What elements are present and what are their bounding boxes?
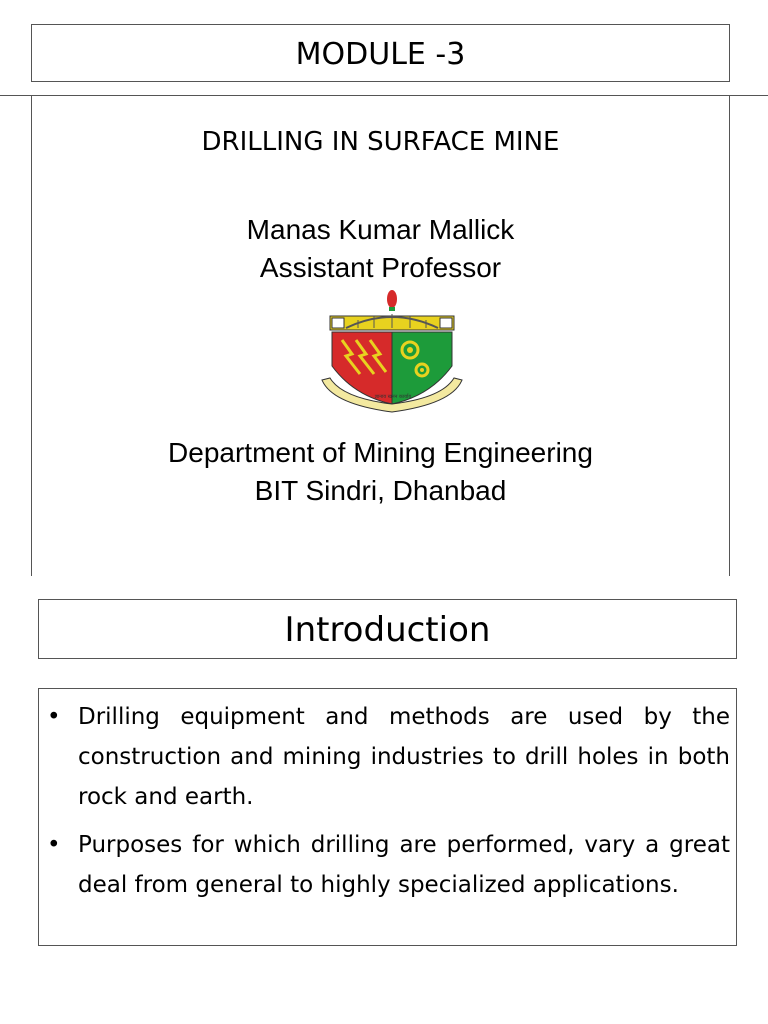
bullet-icon: • bbox=[47, 704, 61, 730]
author-role: Assistant Professor bbox=[259, 252, 502, 283]
bullet-icon: • bbox=[47, 832, 61, 858]
slide-subtitle: DRILLING IN SURFACE MINE bbox=[201, 127, 560, 157]
bullet-list bbox=[39, 697, 736, 913]
list-item bbox=[39, 825, 736, 905]
slide-divider-line bbox=[0, 95, 768, 96]
module-title: MODULE -3 bbox=[295, 37, 466, 72]
department-name: Department of Mining Engineering bbox=[168, 437, 593, 468]
bullet-text: Purposes for which drilling are performed, vary a great deal from general to highly specialized applications. bbox=[78, 832, 730, 898]
intro-title-box bbox=[38, 599, 737, 659]
emblem-motto: ज्ञानाय खनन कार्याय bbox=[374, 394, 412, 400]
module-title-box bbox=[31, 24, 730, 82]
author-name: Manas Kumar Mallick bbox=[246, 214, 515, 245]
institute-location: BIT Sindri, Dhanbad bbox=[254, 475, 507, 506]
list-item bbox=[39, 697, 736, 817]
intro-content-box bbox=[38, 688, 737, 946]
intro-title: Introduction bbox=[284, 610, 491, 650]
bullet-text: Drilling equipment and methods are used by the construction and mining industries to drill holes in both rock and earth. bbox=[78, 704, 730, 810]
